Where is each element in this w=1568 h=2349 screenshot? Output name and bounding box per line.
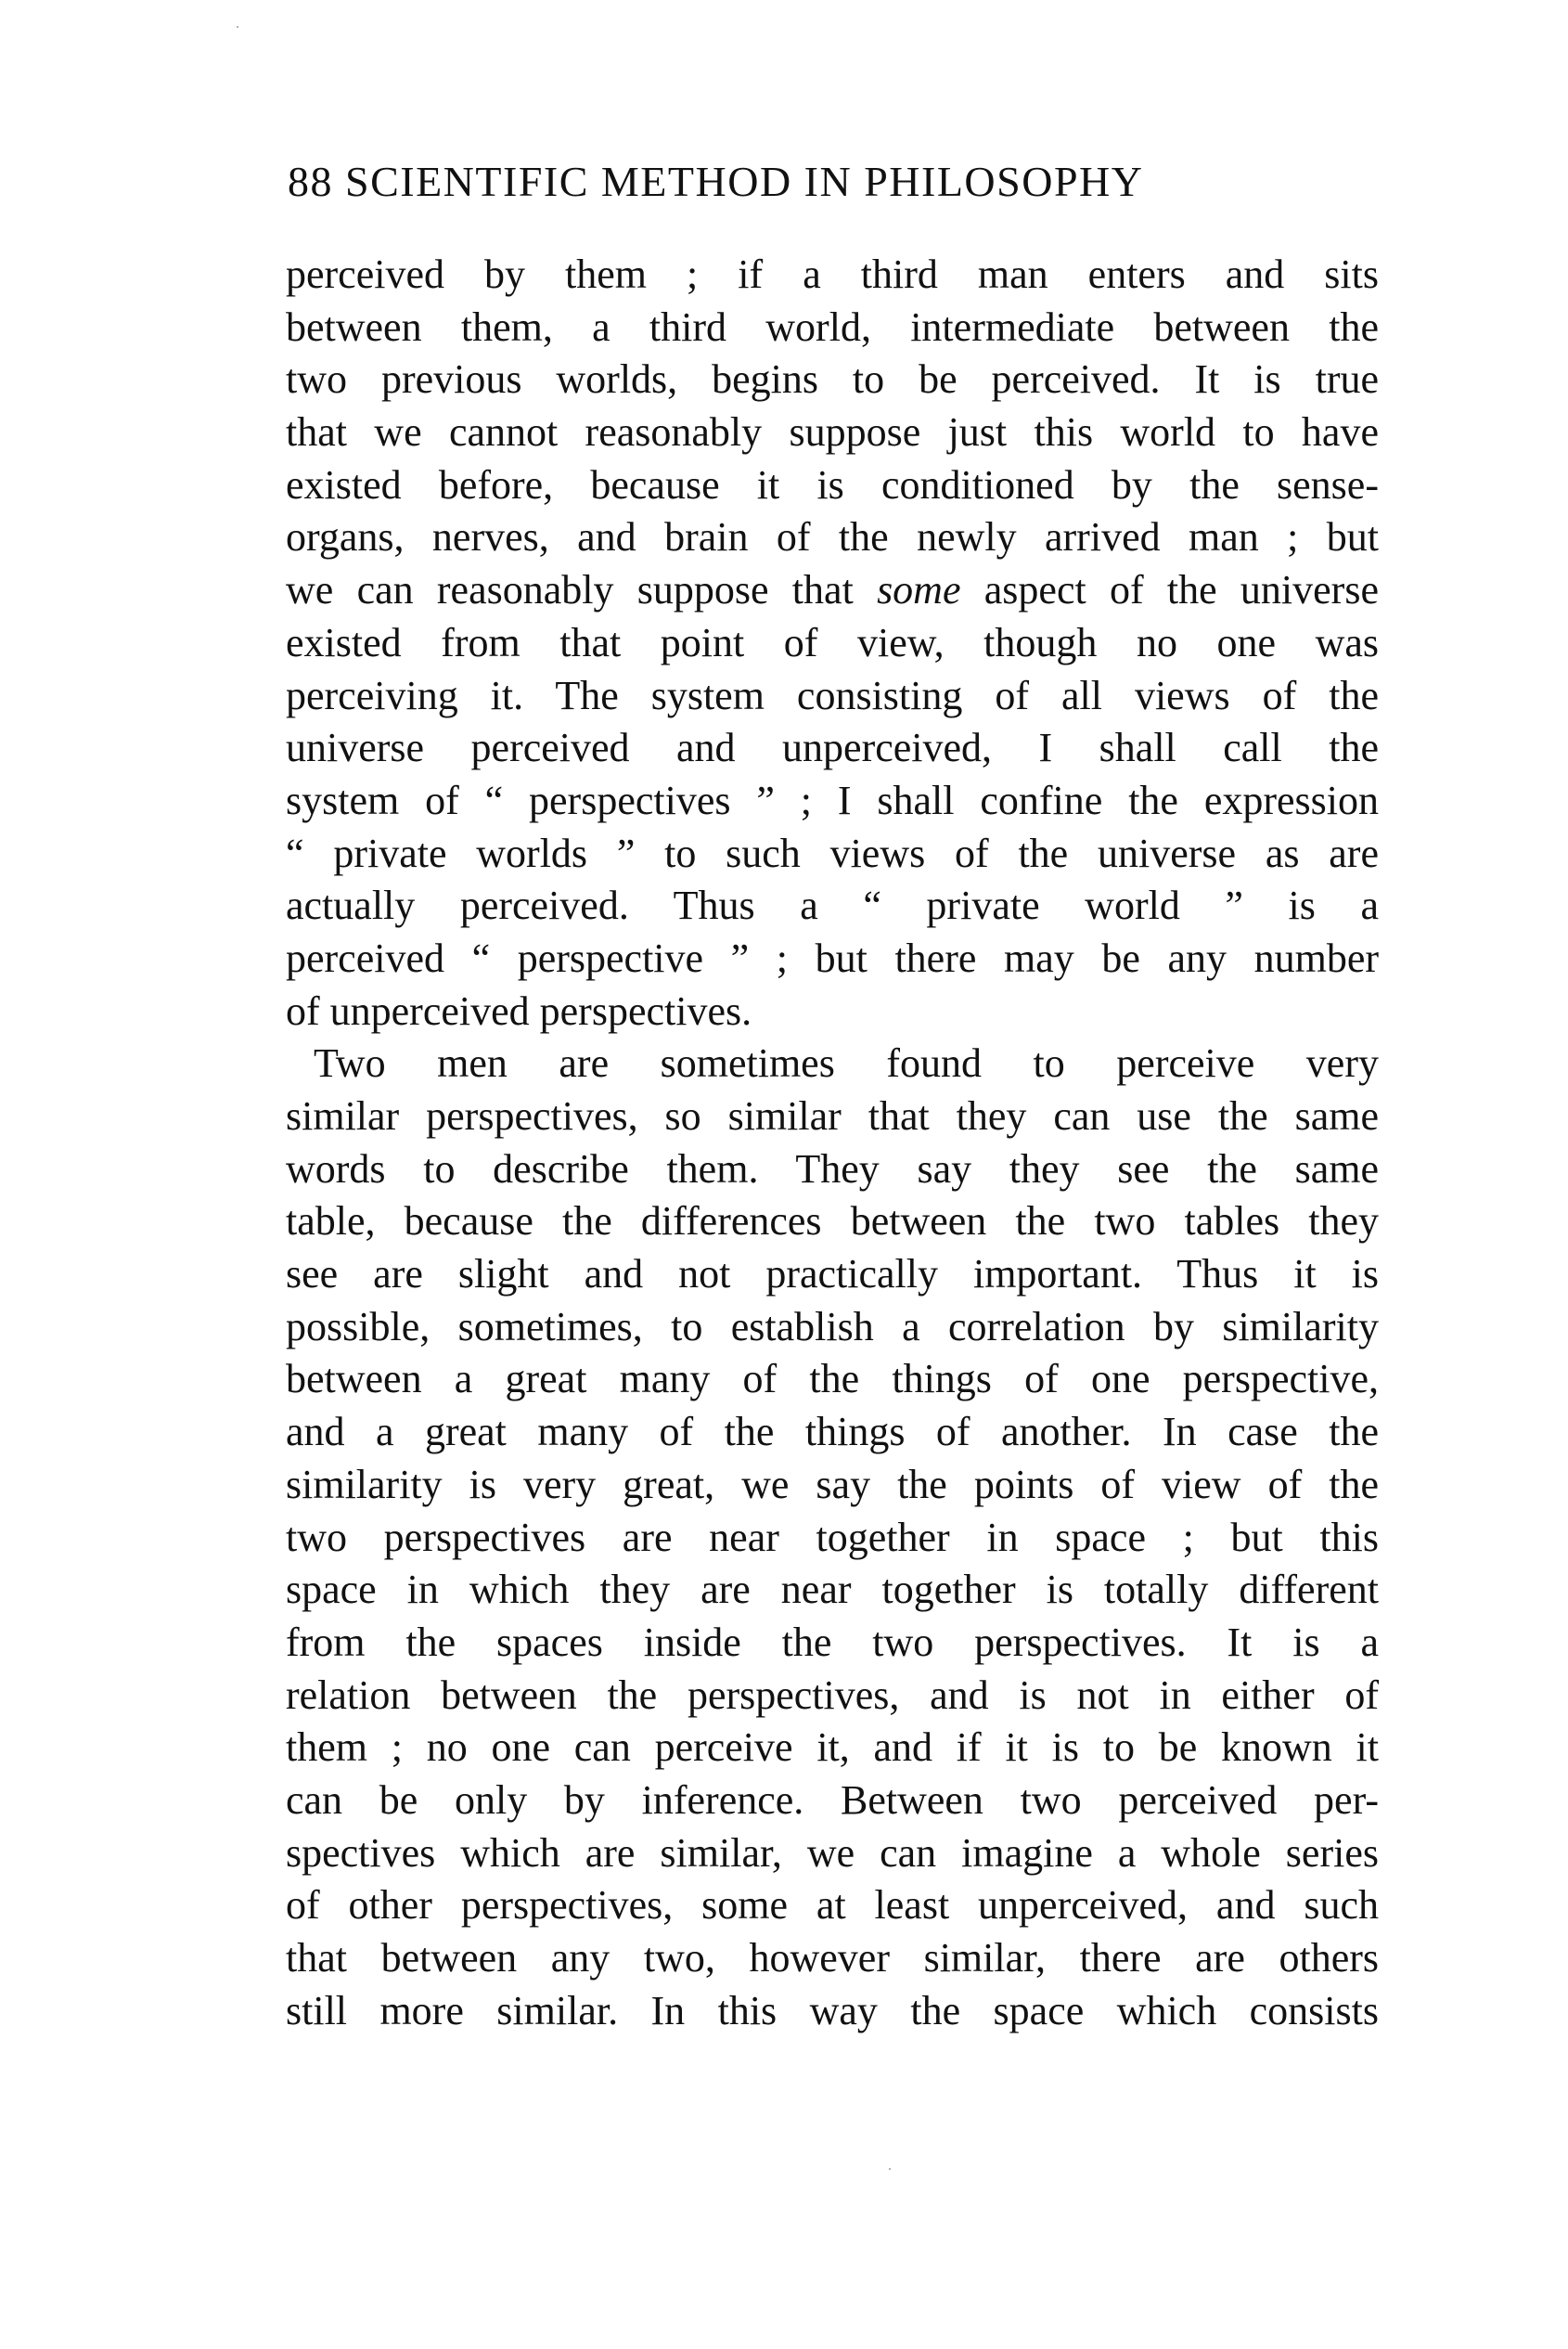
text-line: of other perspectives, some at least unperceived, and such <box>286 1882 1379 1929</box>
text-line: relation between the perspectives, and is not in either of <box>286 1671 1379 1718</box>
text-line: between them, a third world, intermediate between the <box>286 303 1379 350</box>
text-line: them ; no one can perceive it, and if it is to be known it <box>286 1724 1379 1771</box>
text-line: similarity is very great, we say the points of view of the <box>286 1461 1379 1507</box>
text-line: existed before, because it is conditioned by the sense- <box>286 461 1379 508</box>
text-line: perceived “ perspective ” ; but there may be any number <box>286 935 1379 981</box>
text-line: perceiving it. The system consisting of all views of the <box>286 672 1379 718</box>
text-line: existed from that point of view, though no one was <box>286 619 1379 665</box>
scan-speck <box>237 26 238 28</box>
text-line: see are slight and not practically important. Thus it is <box>286 1251 1379 1297</box>
text-line: actually perceived. Thus a “ private world ” is a <box>286 883 1379 929</box>
text-line: between a great many of the things of one perspective, <box>286 1356 1379 1402</box>
text-line: that we cannot reasonably suppose just this world to have <box>286 409 1379 456</box>
scan-speck <box>889 2168 891 2170</box>
body-text <box>286 249 1379 2037</box>
text-line: two perspectives are near together in space ; but this <box>286 1514 1379 1560</box>
text-line: universe perceived and unperceived, I shall call the <box>286 725 1379 771</box>
paragraph <box>286 249 1379 1038</box>
text-line: from the spaces inside the two perspectives. It is a <box>286 1619 1379 1665</box>
text-line: Two men are sometimes found to perceive very <box>314 1040 1379 1087</box>
text-line: we can reasonably suppose that some aspect of the universe <box>286 567 1379 613</box>
paragraph <box>286 1038 1379 2037</box>
text-line: “ private worlds ” to such views of the universe as are <box>286 830 1379 876</box>
text-line: possible, sometimes, to establish a correlation by similarity <box>286 1303 1379 1349</box>
text-line: still more similar. In this way the space which consists <box>286 1987 1379 2033</box>
running-header <box>288 156 1327 208</box>
text-line: of unperceived perspectives. <box>286 987 752 1034</box>
text-line: two previous worlds, begins to be perceived. It is true <box>286 356 1379 403</box>
text-line: perceived by them ; if a third man enters and sits <box>286 252 1379 297</box>
running-title: SCIENTIFIC METHOD IN PHILOSOPHY <box>345 158 1144 205</box>
text-line: spectives which are similar, we can imagine a whole series <box>286 1829 1379 1876</box>
text-line: that between any two, however similar, there are others <box>286 1935 1379 1981</box>
text-line: organs, nerves, and brain of the newly arrived man ; but <box>286 514 1379 561</box>
text-line: and a great many of the things of another. In case the <box>286 1409 1379 1455</box>
text-line: system of “ perspectives ” ; I shall confine the expression <box>286 777 1379 823</box>
text-line: can be only by inference. Between two perceived per- <box>286 1776 1379 1823</box>
text-line: table, because the differences between the two tables they <box>286 1198 1379 1245</box>
italic-word: some <box>877 567 961 613</box>
text-line: space in which they are near together is totally different <box>286 1567 1379 1613</box>
page-number: 88 <box>288 158 333 205</box>
text-line: similar perspectives, so similar that they can use the same <box>286 1093 1379 1139</box>
text-line: words to describe them. They say they see the same <box>286 1145 1379 1192</box>
